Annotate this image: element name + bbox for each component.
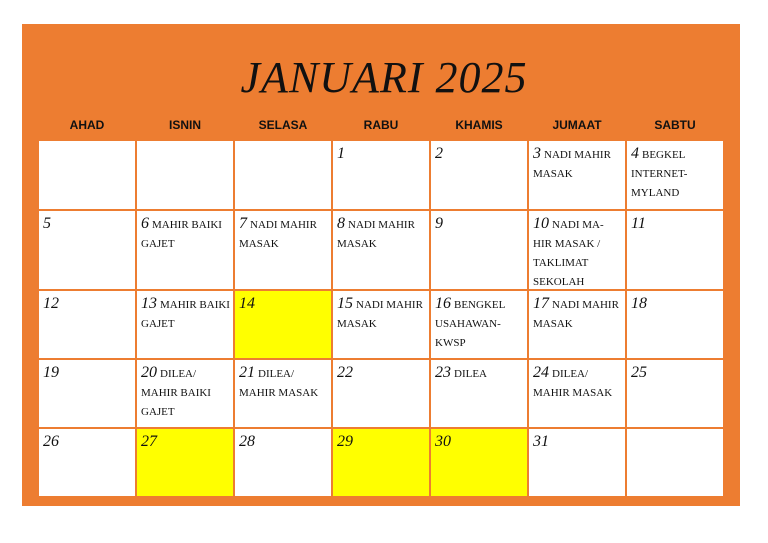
day-cell-20[interactable] [137, 360, 233, 427]
day-cell-29[interactable] [333, 429, 429, 496]
day-event: DILEA [454, 368, 487, 380]
day-cell-10[interactable] [529, 211, 625, 289]
day-number: 23 [435, 364, 451, 381]
day-number: 5 [43, 215, 51, 232]
day-number: 24 [533, 364, 549, 381]
day-event: MAHIR BAIKI GAJET [141, 219, 222, 250]
day-event: NADI MA-HIR MASAK / TAKLIMAT SEKOLAH [533, 219, 604, 288]
weekday-isnin: ISNIN [137, 111, 233, 139]
day-number: 11 [631, 215, 646, 232]
day-number: 17 [533, 295, 549, 312]
day-cell-28[interactable] [235, 429, 331, 496]
weekday-jumaat: JUMAAT [529, 111, 625, 139]
day-cell-6[interactable] [137, 211, 233, 289]
day-number: 4 [631, 145, 639, 162]
day-event: NADI MAHIR MASAK [533, 299, 619, 330]
day-cell-30[interactable] [431, 429, 527, 496]
day-event: NADI MAHIR MASAK [337, 299, 423, 330]
day-cell-16[interactable] [431, 291, 527, 358]
day-number: 13 [141, 295, 157, 312]
day-cell-empty [137, 141, 233, 209]
day-cell-3[interactable] [529, 141, 625, 209]
day-cell-22[interactable] [333, 360, 429, 427]
day-number: 1 [337, 145, 345, 162]
day-cell-13[interactable] [137, 291, 233, 358]
day-number: 20 [141, 364, 157, 381]
day-number: 7 [239, 215, 247, 232]
day-number: 12 [43, 295, 59, 312]
day-event: DILEA/ MAHIR MASAK [239, 368, 319, 399]
weekday-sabtu: SABTU [627, 111, 723, 139]
day-number: 28 [239, 433, 255, 450]
day-number: 29 [337, 433, 353, 450]
day-number: 6 [141, 215, 149, 232]
day-number: 2 [435, 145, 443, 162]
day-number: 21 [239, 364, 255, 381]
day-event: DILEA/ MAHIR BAIKI GAJET [141, 368, 211, 418]
day-cell-21[interactable] [235, 360, 331, 427]
day-event: MAHIR BAIKI GAJET [141, 299, 230, 330]
day-cell-27[interactable] [137, 429, 233, 496]
day-cell-23[interactable] [431, 360, 527, 427]
day-event: BEGKEL INTERNET-MYLAND [631, 149, 688, 199]
day-number: 3 [533, 145, 541, 162]
day-cell-7[interactable] [235, 211, 331, 289]
calendar-title: JANUARI 2025 [240, 53, 528, 102]
day-cell-14[interactable] [235, 291, 331, 358]
day-event: BENGKEL USAHAWAN-KWSP [435, 299, 505, 349]
day-event: NADI MAHIR MASAK [239, 219, 317, 250]
day-event: DILEA/ MAHIR MASAK [533, 368, 613, 399]
day-cell-19[interactable] [39, 360, 135, 427]
weekday-ahad: AHAD [39, 111, 135, 139]
day-cell-24[interactable] [529, 360, 625, 427]
day-number: 30 [435, 433, 451, 450]
day-number: 8 [337, 215, 345, 232]
calendar-grid [39, 111, 723, 496]
day-number: 27 [141, 433, 157, 450]
day-number: 26 [43, 433, 59, 450]
day-number: 31 [533, 433, 549, 450]
day-cell-5[interactable] [39, 211, 135, 289]
day-number: 16 [435, 295, 451, 312]
day-cell-17[interactable] [529, 291, 625, 358]
day-cell-2[interactable] [431, 141, 527, 209]
day-cell-9[interactable] [431, 211, 527, 289]
day-cell-11[interactable] [627, 211, 723, 289]
day-cell-empty [235, 141, 331, 209]
weekday-selasa: SELASA [235, 111, 331, 139]
day-number: 15 [337, 295, 353, 312]
day-cell-12[interactable] [39, 291, 135, 358]
day-cell-1[interactable] [333, 141, 429, 209]
day-number: 19 [43, 364, 59, 381]
day-event: NADI MAHIR MASAK [533, 149, 611, 180]
day-cell-18[interactable] [627, 291, 723, 358]
day-cell-4[interactable] [627, 141, 723, 209]
day-cell-8[interactable] [333, 211, 429, 289]
day-number: 14 [239, 295, 255, 312]
day-number: 25 [631, 364, 647, 381]
day-number: 9 [435, 215, 443, 232]
weekday-khamis: KHAMIS [431, 111, 527, 139]
weekday-rabu: RABU [333, 111, 429, 139]
day-cell-empty [627, 429, 723, 496]
day-number: 18 [631, 295, 647, 312]
day-number: 22 [337, 364, 353, 381]
day-cell-15[interactable] [333, 291, 429, 358]
day-number: 10 [533, 215, 549, 232]
day-event: NADI MAHIR MASAK [337, 219, 415, 250]
day-cell-empty [39, 141, 135, 209]
day-cell-26[interactable] [39, 429, 135, 496]
day-cell-25[interactable] [627, 360, 723, 427]
day-cell-31[interactable] [529, 429, 625, 496]
